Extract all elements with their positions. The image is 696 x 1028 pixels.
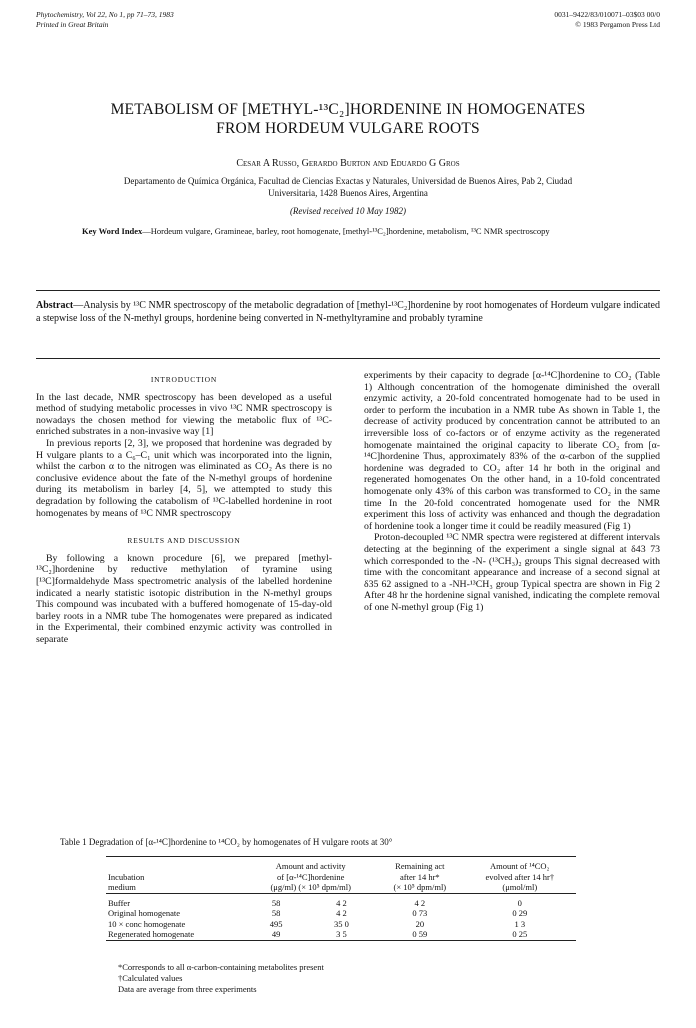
keyword-text: —Hordeum vulgare, Gramineae, barley, root homogenate, [methyl-¹³C₂]hordenine, metabolism, ¹³C NMR spectroscopy (142, 226, 550, 236)
header-co2: Amount of ¹⁴CO₂ evolved after 14 hr† (μmol/ml) (485, 861, 555, 892)
keyword-heading: Key Word Index (82, 226, 143, 236)
header-medium: Incubation medium (108, 871, 145, 892)
results-paragraph-1: By following a known procedure [6], we prepared [methyl-¹³C₂]hordenine by reductive methylation of tyramine using [¹³C]formaldehyde Mass spectrometric analysis of the labelled hordenine indicated a nearly statistic isotopic distribution in the N-methyl groups This compound was incubated with a buffered homogenate of 15-day-old barley roots in a NMR tube The homogenates were prepared as indicated in the Experimental, their combined enzymic activity was controlled in separate (36, 552, 332, 645)
header-remaining: Remaining act after 14 hr* (× 10⁵ dpm/ml) (393, 861, 447, 892)
title-line-1: METABOLISM OF [METHYL-¹³C₂]HORDENINE IN HOMOGENATES (110, 101, 586, 118)
abstract-divider (36, 358, 660, 359)
footnote-2: †Calculated values (118, 973, 183, 983)
table-row: 10 × conc homogenate 495 35 0 20 1 3 (108, 918, 526, 929)
footnote-3: Data are average from three experiments (118, 984, 257, 994)
authors: Cesar A Russo, Gerardo Burton and Eduardo G Gros (236, 158, 460, 169)
abstract-text: —Analysis by ¹³C NMR spectroscopy of the metabolic degradation of [methyl-¹³C₂]hordenine by root homogenates of Hordeum vulgare indicated a stepwise loss of the N-methyl groups, hordenine being converted in N-methyltyramine and probably tyramine (36, 300, 660, 324)
intro-paragraph-1: In the last decade, NMR spectroscopy has been developed as a useful method of studying metabolic processes in vivo ¹³C NMR spectroscopy is nowadays the chosen method for viewing the metabolic flux of ¹³C-enriched substrates in a non-invasive way [1] (36, 391, 332, 438)
top-divider (36, 290, 660, 291)
printed-note: Printed in Great Britain (36, 20, 109, 29)
introduction-heading: INTRODUCTION (150, 375, 218, 384)
affiliation (32, 176, 664, 199)
received-date: (Revised received 10 May 1982) (289, 206, 407, 216)
affiliation-line-2: Universitaria, 1428 Buenos Aires, Argentina (268, 187, 428, 198)
keyword-index (82, 226, 642, 237)
title-line-2: FROM HORDEUM VULGARE ROOTS (216, 120, 480, 137)
table-row: Buffer 58 4 2 4 2 0 (108, 897, 522, 908)
left-column (36, 370, 332, 645)
table-caption: Table 1 Degradation of [α-¹⁴C]hordenine to ¹⁴CO₂ by homogenates of H vulgare roots at 30° (60, 837, 393, 847)
article-code: 0031–9422/83/010071–03$03 00/0 (554, 10, 660, 19)
table-footnotes (118, 962, 324, 995)
abstract-heading: Abstract (36, 300, 74, 311)
footnote-1: *Corresponds to all α-carbon-containing metabolites present (118, 962, 324, 972)
affiliation-line-1: Departamento de Química Orgánica, Facultad de Ciencias Exactas y Naturales, Universidad de Buenos Aires, Pab 2, Ciudad (123, 176, 573, 186)
right-column (364, 370, 660, 613)
table-header-row (106, 861, 576, 893)
journal-header-right (554, 10, 660, 30)
paper-title (30, 100, 666, 138)
table-row: Original homogenate 58 4 2 0 73 0 29 (108, 908, 528, 918)
data-table (106, 856, 576, 945)
copyright-note: © 1983 Pergamon Press Ltd (575, 20, 660, 29)
header-amount: Amount and activity of [α-¹⁴C]hordenine (μg/ml) (× 10⁵ dpm/ml) (270, 861, 351, 892)
results-paragraph-2: experiments by their capacity to degrade [α-¹⁴C]hordenine to CO₂ (Table 1) Although concentration of the homogenate diminished the overall enzymic activity, a 20-fold concentrated homogenate had to be used in order to perform the incubation in a NMR tube As shown in Table 1, the decrease of activity produced by concentration cannot be attributed to an irreversible loss of co-factors or of enzyme activity as the regenerated homogenate maintained the original capacity to liberate CO₂ from [α-¹⁴C]hordenine Thus, approximately 83% of the α-carbon of the supplied hordenine was degraded to CO₂ after 14 hr both in the original and regenerated homogenates On the other hand, in a 10-fold concentrated homogenate only 43% of this carbon was transformed to CO₂ in the same time In the 20-fold concentrated homogenate used for the NMR experiment this loss of activity was enhanced and though the degradation of hordenine took a longer time it could be readily measured (Fig 1) (364, 370, 660, 532)
journal-header-left (36, 10, 174, 30)
abstract (36, 300, 660, 325)
intro-paragraph-2: In previous reports [2, 3], we proposed that hordenine was degraded by H vulgare plants to a C₆–C₁ unit which was incorporated into the lignin, whilst the carbon α to the nitrogen was eliminated as CO₂ As there is no conclusive evidence about the fate of the N-methyl groups of hordenine during its metabolism in barley [4, 5], we attempted to study this degradation by following the catabolism of ¹³C-labelled hordenine in root homogenates by means of ¹³C NMR spectroscopy (36, 437, 332, 519)
table-row: Regenerated homogenate 49 3 5 0 59 0 25 (108, 929, 528, 939)
results-paragraph-3: Proton-decoupled ¹³C NMR spectra were registered at different intervals detecting at the beginning of the experiment a single signal at δ43 73 which corresponded to the -N- (¹³CH₃)₂ groups This signal decreased with time with the concomitant appearance and increase of a second signal at δ35 62 assigned to a -NH-¹³CH₃ group Typical spectra are shown in Fig 2 After 48 hr the hordenine signal vanished, indicating the complete removal of one N-methyl group (Fig 1) (364, 532, 660, 613)
results-heading: RESULTS AND DISCUSSION (127, 536, 241, 546)
journal-citation: Phytochemistry, Vol 22, No 1, pp 71–73, 1983 (36, 10, 174, 19)
